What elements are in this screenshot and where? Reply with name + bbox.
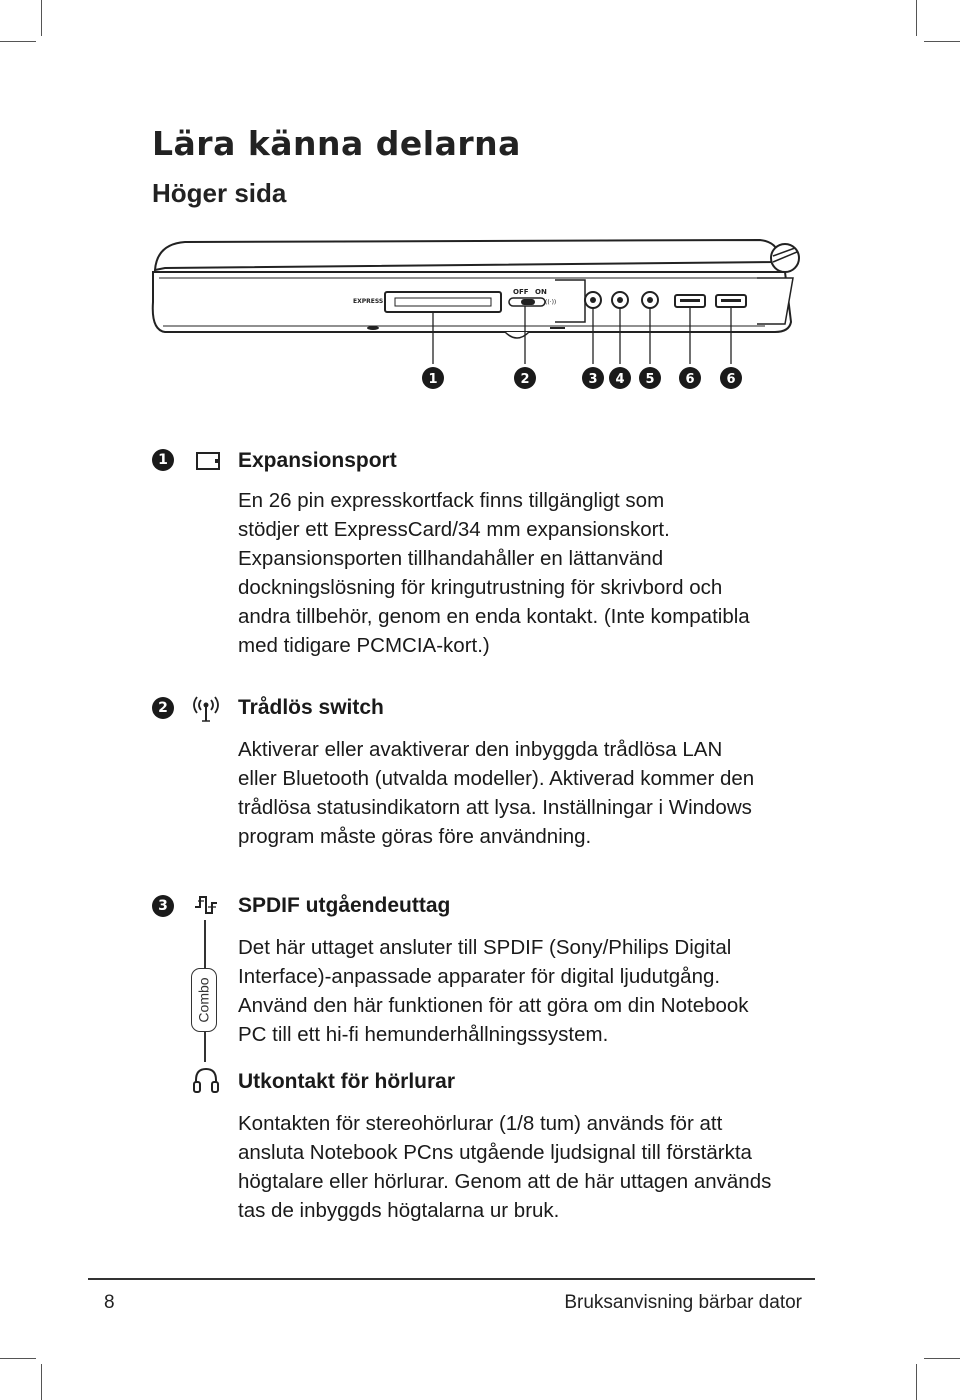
item-body-expansionsport <box>238 486 808 660</box>
body-line: tas de inbyggds högtalarna ur bruk. <box>238 1199 560 1222</box>
combo-connector-line <box>204 1032 206 1062</box>
item-body-tradlos-switch <box>238 735 808 851</box>
wireless-icon <box>191 696 221 722</box>
crop-mark <box>916 1364 917 1400</box>
expresscard-logo: EXPRESS <box>353 298 384 305</box>
svg-text:((·)): ((·)) <box>545 299 557 306</box>
combo-connector-line <box>204 920 206 968</box>
body-line: Aktiverar eller avaktiverar den inbyggda trådlösa LAN <box>238 738 723 761</box>
crop-mark <box>41 0 42 36</box>
svg-text:6: 6 <box>685 372 695 387</box>
body-line: eller Bluetooth (utvalda modeller). Aktiverad kommer den <box>238 767 755 790</box>
crop-mark <box>0 41 36 42</box>
body-line: andra tillbehör, genom en enda kontakt. (Inte kompatibla <box>238 605 750 628</box>
laptop-right-side-diagram <box>145 232 805 402</box>
svg-text:5: 5 <box>645 372 655 387</box>
footer-divider <box>88 1278 815 1280</box>
body-line: Interface)-anpassade apparater för digital ljudutgång. <box>238 965 721 988</box>
headphone-icon <box>192 1066 220 1094</box>
svg-text:ON: ON <box>535 288 547 296</box>
body-line: Använd den här funktionen för att göra om din Notebook <box>238 994 749 1017</box>
page-title: Lära känna delarna <box>152 124 521 163</box>
svg-text:2: 2 <box>520 372 530 387</box>
item-number-3: 3 <box>152 895 174 917</box>
crop-mark <box>924 1358 960 1359</box>
spdif-icon <box>192 893 220 917</box>
item-title-expansionsport: Expansionsport <box>238 449 397 472</box>
crop-mark <box>916 0 917 36</box>
expresscard-icon <box>194 451 222 471</box>
item-title-tradlos-switch: Trådlös switch <box>238 696 384 719</box>
crop-mark <box>924 41 960 42</box>
crop-mark <box>41 1364 42 1400</box>
item-number-2: 2 <box>152 697 174 719</box>
laptop-lid <box>155 240 779 270</box>
body-line: En 26 pin expresskortfack finns tillgängligt som <box>238 489 665 512</box>
item-body-spdif <box>238 933 808 1049</box>
crop-mark <box>0 1358 36 1359</box>
item-number-1: 1 <box>152 449 174 471</box>
section-subtitle: Höger sida <box>152 178 287 208</box>
item-body-horlurar <box>238 1109 808 1225</box>
body-line: program måste göras före användning. <box>238 825 592 848</box>
headphone-jack <box>612 292 628 308</box>
combo-label: Combo <box>196 977 213 1023</box>
item-title-horlurar: Utkontakt för hörlurar <box>238 1070 456 1093</box>
body-line: ansluta Notebook PCns utgående ljudsignal till förstärkta <box>238 1141 752 1164</box>
spdif-jack <box>585 292 601 308</box>
body-line: dockningslösning för kringutrustning för skrivbord och <box>238 576 723 599</box>
svg-text:4: 4 <box>615 372 625 387</box>
body-line: trådlösa statusindikatorn att lysa. Inställningar i Windows <box>238 796 752 819</box>
footer-doc-title: Bruksanvisning bärbar dator <box>564 1292 802 1313</box>
body-line: Det här uttaget ansluter till SPDIF (Sony/Philips Digital <box>238 936 732 959</box>
body-line: Expansionsporten tillhandahåller en lättanvänd <box>238 547 664 570</box>
svg-text:OFF: OFF <box>513 288 529 296</box>
body-line: Kontakten för stereohörlurar (1/8 tum) används för att <box>238 1112 723 1135</box>
body-line: stödjer ett ExpressCard/34 mm expansionskort. <box>238 518 670 541</box>
svg-text:1: 1 <box>428 372 438 387</box>
svg-text:3: 3 <box>588 372 598 387</box>
body-line: högtalare eller hörlurar. Genom att de här uttagen används <box>238 1170 772 1193</box>
page-number: 8 <box>104 1292 115 1313</box>
body-line: med tidigare PCMCIA-kort.) <box>238 634 490 657</box>
item-title-spdif: SPDIF utgåendeuttag <box>238 894 451 917</box>
body-line: PC till ett hi-fi hemunderhållningssystem. <box>238 1023 609 1046</box>
svg-text:6: 6 <box>726 372 736 387</box>
microphone-jack <box>642 292 658 308</box>
